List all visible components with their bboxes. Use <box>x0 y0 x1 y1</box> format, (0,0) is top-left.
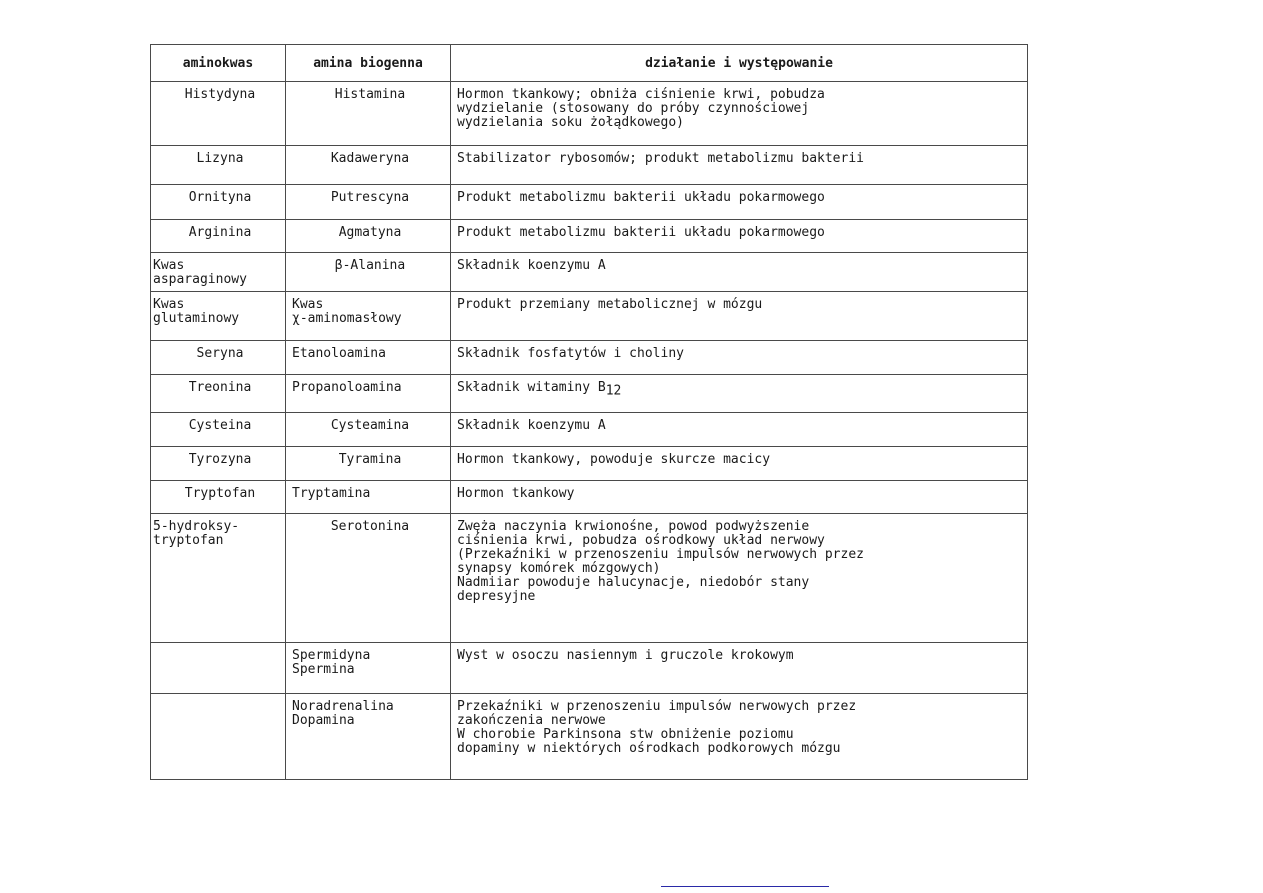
dzialanie-main: Składnik witaminy B <box>457 380 606 395</box>
dzialanie-text <box>451 694 1027 756</box>
dzialanie-main: Przekaźniki w przenoszeniu impulsów nerwowych przez zakończenia nerwowe W chorobie Parkinsona stw obniżenie poziomu dopaminy w niektórych ośrodkach podkorowych mózgu <box>457 699 857 756</box>
dzialanie-text <box>451 514 1027 604</box>
amina-text: Putrescyna <box>330 190 410 205</box>
cell-dzialanie <box>451 643 1028 694</box>
amina-text: Noradrenalina Dopamina <box>292 699 394 728</box>
header-dzialanie: działanie i występowanie <box>451 45 1028 82</box>
dzialanie-text <box>451 82 1027 130</box>
dzialanie-main: Produkt metabolizmu bakterii układu pokarmowego <box>457 225 825 240</box>
cell-aminokwas <box>151 82 286 146</box>
aminokwas-text <box>151 694 285 700</box>
aminokwas-text: Kwas glutaminowy <box>153 297 240 326</box>
cell-dzialanie <box>451 341 1028 375</box>
cell-dzialanie <box>451 447 1028 481</box>
cell-aminokwas <box>151 341 286 375</box>
aminokwas-text: Tryptofan <box>184 486 256 501</box>
cell-dzialanie <box>451 220 1028 253</box>
cell-amina <box>286 146 451 185</box>
aminokwas-text: Histydyna <box>184 87 256 102</box>
cell-dzialanie <box>451 185 1028 220</box>
amina-text: Agmatyna <box>338 225 402 240</box>
cell-dzialanie <box>451 82 1028 146</box>
cell-aminokwas <box>151 481 286 514</box>
dzialanie-text <box>451 253 1027 273</box>
header-amina-biogenna: amina biogenna <box>286 45 451 82</box>
table-row <box>151 413 1028 447</box>
dzialanie-text <box>451 185 1027 205</box>
table-row <box>151 292 1028 341</box>
dzialanie-main: Produkt metabolizmu bakterii układu pokarmowego <box>457 190 825 205</box>
amina-text: Kadaweryna <box>330 151 410 166</box>
amina-text: Histamina <box>334 87 406 102</box>
table-row <box>151 514 1028 643</box>
cell-amina <box>286 292 451 341</box>
cell-dzialanie <box>451 375 1028 413</box>
cell-amina <box>286 375 451 413</box>
cell-amina <box>286 82 451 146</box>
aminokwas-text: Lizyna <box>196 151 244 166</box>
dzialanie-subscript: 12 <box>605 383 622 399</box>
dzialanie-main: Stabilizator rybosomów; produkt metabolizmu bakterii <box>457 151 864 166</box>
cell-aminokwas <box>151 447 286 481</box>
dzialanie-main: Składnik koenzymu A <box>457 258 606 273</box>
cell-dzialanie <box>451 514 1028 643</box>
dzialanie-text <box>451 292 1027 312</box>
dzialanie-main: Składnik koenzymu A <box>457 418 606 433</box>
cell-aminokwas <box>151 146 286 185</box>
table-row <box>151 447 1028 481</box>
dzialanie-main: Składnik fosfatytów i choliny <box>457 346 684 361</box>
amina-text: Cysteamina <box>330 418 410 433</box>
table-row <box>151 694 1028 780</box>
header-row <box>151 45 1028 82</box>
table-row <box>151 220 1028 253</box>
dzialanie-main: Hormon tkankowy, powoduje skurcze macicy <box>457 452 771 467</box>
cell-dzialanie <box>451 146 1028 185</box>
dzialanie-text <box>451 341 1027 361</box>
cell-amina <box>286 514 451 643</box>
aminokwas-text: Arginina <box>188 225 252 240</box>
cell-aminokwas <box>151 413 286 447</box>
table-row <box>151 185 1028 220</box>
aminokwas-text: Treonina <box>188 380 252 395</box>
aminokwas-text: Ornityna <box>188 190 252 205</box>
aminokwas-text: 5-hydroksy- tryptofan <box>153 519 240 548</box>
dzialanie-main: Produkt przemiany metabolicznej w mózgu <box>457 297 763 312</box>
header-aminokwas: aminokwas <box>151 45 286 82</box>
dzialanie-text <box>451 375 1027 399</box>
dzialanie-text <box>451 481 1027 501</box>
table-row <box>151 375 1028 413</box>
dzialanie-text <box>451 220 1027 240</box>
dzialanie-main: Hormon tkankowy; obniża ciśnienie krwi, pobudza wydzielanie (stosowany do próby czynnościowej wydzielania soku żołądkowego) <box>457 87 825 130</box>
cell-aminokwas <box>151 375 286 413</box>
link-underline[interactable] <box>661 886 829 887</box>
amino-acid-table <box>150 44 1028 780</box>
cell-amina <box>286 253 451 292</box>
table-row <box>151 146 1028 185</box>
cell-amina <box>286 694 451 780</box>
amina-text: β-Alanina <box>334 258 406 273</box>
cell-dzialanie <box>451 694 1028 780</box>
dzialanie-text <box>451 643 1027 663</box>
dzialanie-text <box>451 146 1027 166</box>
cell-amina <box>286 185 451 220</box>
aminokwas-text: Cysteina <box>188 418 252 433</box>
table-row <box>151 481 1028 514</box>
aminokwas-text: Tyrozyna <box>188 452 252 467</box>
cell-dzialanie <box>451 481 1028 514</box>
cell-aminokwas <box>151 643 286 694</box>
table-row <box>151 341 1028 375</box>
cell-dzialanie <box>451 413 1028 447</box>
amina-text: Tryptamina <box>292 486 371 501</box>
amina-text: Tyramina <box>338 452 402 467</box>
dzialanie-main: Wyst w osoczu nasiennym i gruczole krokowym <box>457 648 794 663</box>
cell-dzialanie <box>451 253 1028 292</box>
dzialanie-main: Zwęża naczynia krwionośne, powod podwyższenie ciśnienia krwi, pobudza ośrodkowy układ nerwowy (Przekaźniki w przenoszeniu impulsów nerwowych przez synapsy komórek mózgowych) Nadmiiar powoduje halucynacje, niedobór stany depresyjne <box>457 519 864 604</box>
amina-text: Spermidyna Spermina <box>292 648 371 677</box>
amina-text: Etanoloamina <box>292 346 386 361</box>
cell-amina <box>286 413 451 447</box>
table-row <box>151 253 1028 292</box>
cell-amina <box>286 341 451 375</box>
dzialanie-text <box>451 413 1027 433</box>
cell-aminokwas <box>151 185 286 220</box>
cell-aminokwas <box>151 292 286 341</box>
aminokwas-text <box>151 643 285 649</box>
table-row <box>151 643 1028 694</box>
aminokwas-text: Seryna <box>196 346 244 361</box>
cell-amina <box>286 481 451 514</box>
cell-aminokwas <box>151 253 286 292</box>
cell-aminokwas <box>151 514 286 643</box>
cell-amina <box>286 447 451 481</box>
dzialanie-main: Hormon tkankowy <box>457 486 575 501</box>
aminokwas-text: Kwas asparaginowy <box>153 258 247 287</box>
dzialanie-text <box>451 447 1027 467</box>
cell-dzialanie <box>451 292 1028 341</box>
amina-text: Propanoloamina <box>292 380 402 395</box>
cell-amina <box>286 220 451 253</box>
cell-aminokwas <box>151 694 286 780</box>
cell-amina <box>286 643 451 694</box>
amina-text: Serotonina <box>330 519 410 534</box>
table-row <box>151 82 1028 146</box>
cell-aminokwas <box>151 220 286 253</box>
amina-text: Kwas χ-aminomasłowy <box>292 297 402 326</box>
